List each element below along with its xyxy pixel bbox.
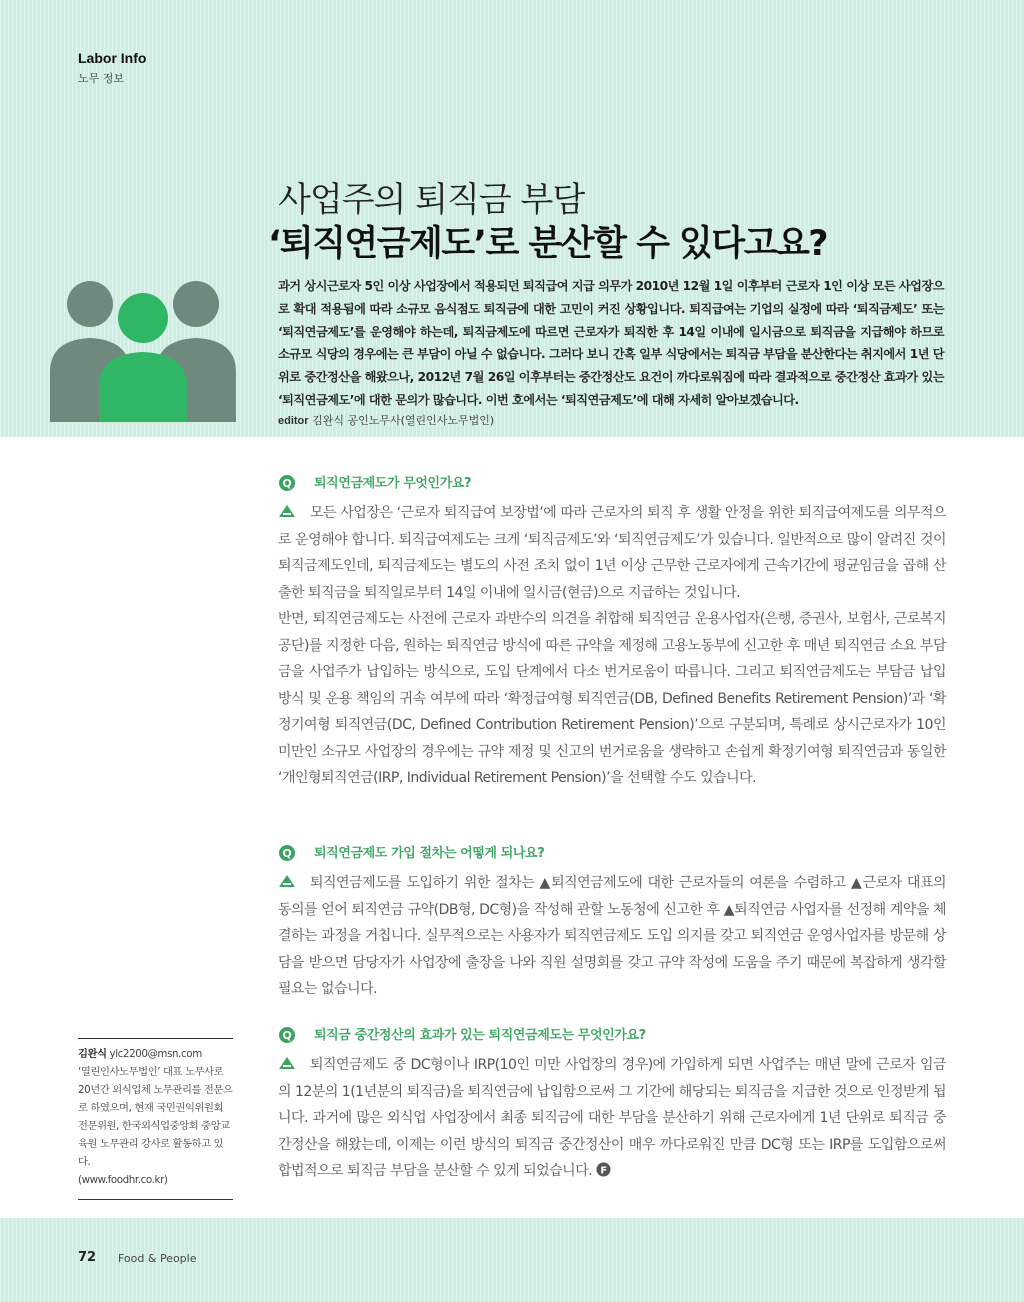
svg-text:F: F	[600, 1165, 607, 1177]
author-bio: ‘열린인사노무법인’ 대표 노무사로 20년간 외식업체 노무관리를 전문으로 하였으며, 현재 국민권익위원회 전문위원, 한국외식업중앙회 중앙교육원 노무관리 강사로 활동하고 있다.	[78, 1066, 233, 1168]
qa-block-3	[278, 1024, 946, 1185]
question-1	[278, 472, 946, 496]
q-badge-icon	[278, 474, 296, 492]
end-mark-icon	[596, 1162, 611, 1177]
svg-text:Q: Q	[282, 847, 292, 860]
magazine-name: Food & People	[118, 1252, 197, 1265]
editor-credit	[278, 412, 494, 428]
editor-name: 김완식 공인노무사(열린인사노무법인)	[312, 414, 495, 427]
author-divider-bottom	[78, 1199, 233, 1200]
question-3	[278, 1024, 946, 1048]
answer-3	[278, 1052, 946, 1185]
author-box	[78, 1045, 233, 1189]
author-website: (www.foodhr.co.kr)	[78, 1174, 168, 1186]
answer-text: 반면, 퇴직연금제도는 사전에 근로자 과반수의 의견을 취합해 퇴직연금 운용사업자(은행, 증권사, 보험사, 근로복지공단)를 지정한 다음, 원하는 퇴직연금 방식에 따른 규약을 제정해 고용노동부에 신고한 후 매년 퇴직연금 소요 부담금을 사업주가 납입하는 방식으로, 도입 단계에서 다소 번거로움이 따릅니다. 그리고 퇴직연금제도는 부담금 납입 방식 및 운용 책임의 귀속 여부에 따라 ‘확정급여형 퇴직연금(DB, Defined Benefits Retirement Pension)’과 ‘확정기여형 퇴직연금(DC, Defined Contribution Retirement Pension)’으로 구분되며, 특례로 상시근로자가 10인 미만인 소규모 사업장의 경우에는 규약 제정 및 신고의 번거로움을 생략하고 손쉽게 확정기여형 퇴직연금과 동일한 ‘개인형퇴직연금(IRP, Individual Retirement Pension)’을 선택할 수도 있습니다.	[278, 611, 946, 786]
editor-label: editor	[278, 415, 309, 427]
question-text: 퇴직금 중간정산의 효과가 있는 퇴직연금제도는 무엇인가요?	[314, 1028, 646, 1043]
page-number: 72	[78, 1250, 97, 1265]
a-badge-icon	[278, 1056, 296, 1070]
question-text: 퇴직연금제도 가입 절차는 어떻게 되나요?	[314, 846, 545, 861]
answer-text: 퇴직연금제도 중 DC형이나 IRP(10인 미만 사업장의 경우)에 가입하게 되면 사업주는 매년 말에 근로자 임금의 12분의 1(1년분의 퇴직금)을 퇴직연금에 납입함으로써 그 기간에 해당되는 퇴직금을 지급한 것으로 인정받게 됩니다. 과거에 많은 외식업 사업장에서 최종 퇴직금에 대한 부담을 분산하기 위해 근로자에게 1년 단위로 퇴직금 중간정산을 해왔는데, 이제는 이런 방식의 퇴직금 중간정산이 매우 까다로워진 만큼 DC형 또는 IRP를 도입함으로써 합법적으로 퇴직금 부담을 분산할 수 있게 되었습니다.	[278, 1057, 946, 1179]
author-email: ylc2200@msn.com	[109, 1048, 202, 1060]
svg-text:Q: Q	[282, 1029, 292, 1042]
author-divider-top	[78, 1038, 233, 1039]
question-2	[278, 842, 946, 866]
a-badge-icon	[278, 874, 296, 888]
title-line-2: ‘퇴직연금제도’로 분산할 수 있다고요?	[268, 224, 828, 264]
section-sublabel: 노무 정보	[78, 72, 125, 85]
a-badge-icon	[278, 504, 296, 518]
answer-2	[278, 870, 946, 1003]
answer-text: 퇴직연금제도를 도입하기 위한 절차는 ▲퇴직연금제도에 대한 근로자들의 여론을 수렴하고 ▲근로자 대표의 동의를 얻어 퇴직연금 규약(DB형, DC형)을 작성해 관할 노동청에 신고한 후 ▲퇴직연금 사업자를 선정해 계약을 체결하는 과정을 거칩니다. 실무적으로는 사용자가 퇴직연금제도 도입 의지를 갖고 퇴직연금 운영사업자를 방문해 상담을 받으면 담당자가 사업장에 출장을 나와 직원 설명회를 갖고 규약 작성에 도움을 주기 때문에 복잡하게 생각할 필요는 없습니다.	[278, 875, 946, 997]
q-badge-icon	[278, 844, 296, 862]
qa-block-2	[278, 842, 946, 1003]
q-badge-icon	[278, 1026, 296, 1044]
question-text: 퇴직연금제도가 무엇인가요?	[314, 476, 472, 491]
qa-block-1	[278, 472, 946, 792]
answer-1	[278, 500, 946, 792]
section-label: Labor Info	[78, 50, 147, 66]
author-name: 김완식	[78, 1048, 107, 1060]
intro-paragraph: 과거 상시근로자 5인 이상 사업장에서 적용되던 퇴직급여 지급 의무가 2010년 12월 1일 이후부터 근로자 1인 이상 모든 사업장으로 확대 적용됨에 따라 소규모 음식점도 퇴직금에 대한 고민이 커진 상황입니다. 퇴직급여는 기업의 실정에 따라 ‘퇴직금제도’ 또는 ‘퇴직연금제도’를 운영해야 하는데, 퇴직금제도에 따르면 근로자가 퇴직한 후 14일 이내에 일시금으로 퇴직금을 지급해야 하므로 소규모 식당의 경우에는 큰 부담이 아닐 수 없습니다. 그러다 보니 간혹 일부 식당에서는 퇴직금 부담을 분산한다는 취지에서 1년 단위로 중간정산을 해왔으나, 2012년 7월 26일 이후부터는 중간정산도 요건이 까다로워짐에 따라 결과적으로 중간정산 효과가 있는 ‘퇴직연금제도’에 대한 문의가 많습니다. 이번 호에서는 ‘퇴직연금제도’에 대해 자세히 알아보겠습니다.	[278, 279, 944, 407]
title-line-1: 사업주의 퇴직금 부담	[278, 180, 585, 220]
svg-text:Q: Q	[282, 477, 292, 490]
people-icon	[44, 272, 244, 422]
answer-text: 모든 사업장은 ‘근로자 퇴직급여 보장법’에 따라 근로자의 퇴직 후 생활 안정을 위한 퇴직급여제도를 의무적으로 운영해야 합니다. 퇴직급여제도는 크게 ‘퇴직금제도’와 ‘퇴직연금제도’가 있습니다. 일반적으로 많이 알려진 것이 퇴직금제도인데, 퇴직금제도는 별도의 사전 조치 없이 1년 이상 근무한 근로자에게 근속기간에 평균임금을 곱해 산출한 퇴직금을 퇴직일로부터 14일 이내에 일시금(현금)으로 지급하는 것입니다.	[278, 505, 946, 601]
